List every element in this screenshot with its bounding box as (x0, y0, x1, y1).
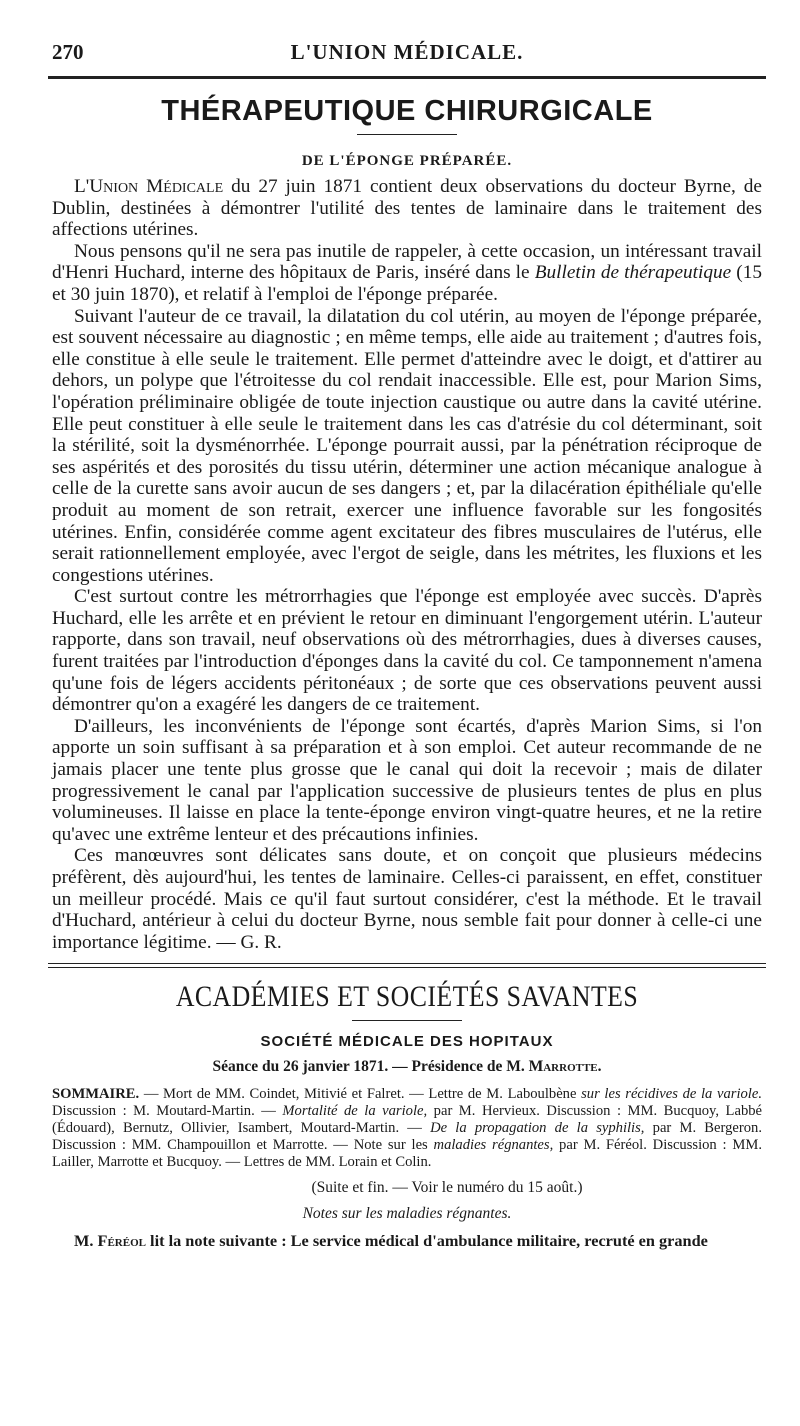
session-end: . (597, 1058, 602, 1076)
paragraph-4: C'est surtout contre les métrorrhagies que l'éponge est employée avec succès. D'après Huchard, elle les arrête et en prévient le retour en diminuant l'engorgement utérin. L'auteur rapporte, dans son travail, neuf observations où des métrorrhagies, dues à diverses causes, furent traitées par l'introduction d'éponges dans la cavité du col. Ce tamponnement n'amena qu'une fois de légers accidents péritonéaux ; de sorte que ces observations peuvent aussi démontrer qu'on a exagéré les dangers de ce traitement. (52, 586, 762, 716)
summary-text-4: par M. Bergeron. Discussion : MM. Champouillon et Marrotte. — Note sur les (52, 1120, 762, 1154)
title-rule (357, 134, 457, 135)
article-body (52, 176, 762, 953)
academies-title: ACADÉMIES ET SOCIÉTÉS SAVANTES (175, 980, 639, 1014)
notes-title: Notes sur les maladies régnantes. (302, 1205, 512, 1223)
summary-text-3: par M. Hervieux. Discussion : MM. Bucquoy, Labbé (Édouard), Bernutz, Ollivier, Isambert, Moutard-Martin. — (52, 1103, 763, 1137)
academies-rule (352, 1020, 462, 1021)
article-subtitle: DE L'ÉPONGE PRÉPARÉE. (301, 153, 513, 169)
summary-italic-4: maladies régnantes, (433, 1137, 554, 1154)
paragraph-1-text: du 27 juin 1871 contient deux observations du docteur Byrne, de Dublin, destinées à démontrer l'utilité des tentes de laminaire dans le traitement des affections utérines. (52, 176, 762, 241)
summary-italic-2: Mortalité de la variole, (282, 1103, 428, 1120)
continued-note: (Suite et fin. — Voir le numéro du 15 août.) (311, 1179, 583, 1197)
paragraph-2-text-a: Nous pensons qu'il ne sera pas inutile de rappeler, à cette occasion, un intéressant travail d'Henri Huchard, interne des hôpitaux de Paris, inséré dans le (52, 240, 762, 284)
page-number: 270 (52, 40, 84, 64)
session-president: Marrotte (528, 1058, 598, 1076)
header-rule (48, 76, 766, 79)
summary-text-1: — Mort de MM. Coindet, Mitivié et Falret. — Lettre de M. Laboulbène (139, 1086, 582, 1103)
summary-text-2: Discussion : M. Moutard-Martin. — (52, 1103, 283, 1120)
bulletin-title: Bulletin de thérapeutique (534, 262, 732, 284)
section-title: THÉRAPEUTIQUE CHIRURGICALE (161, 95, 653, 127)
paragraph-6: Ces manœuvres sont délicates sans doute, et on conçoit que plusieurs médecins préfèrent, dès aujourd'hui, les tentes de laminaire. Celles-ci paraissent, en effet, constituer un meilleur procédé. Mais ce qu'il faut surtout considérer, c'est la méthode. Et le travail d'Huchard, antérieur à celui du docteur Byrne, nous semble fait pour donner à celle-ci une importance légitime. — G. R. (52, 845, 762, 953)
section-divider (48, 963, 766, 968)
closing-text: lit la note suivante : Le service médical d'ambulance militaire, recruté en grande (145, 1231, 708, 1251)
paragraph-5: D'ailleurs, les inconvénients de l'éponge sont écartés, d'après Marion Sims, si l'on apporte un soin suffisant à sa préparation et à son emploi. Cet auteur recommande de ne jamais placer une tente plus grosse que le canal qui doit la recevoir ; mais de dilater progressivement le canal par l'application successive de plusieurs tentes de plus en plus volumineuses. Il laisse en place la tente-éponge environ vingt-quatre heures, et ne la retire qu'avec une extrême lenteur et des précautions infinies. (52, 715, 762, 845)
summary-italic-3: De la propagation de la syphilis, (430, 1120, 645, 1137)
paragraph-2 (52, 241, 762, 306)
speaker-name: M. Féréol (74, 1231, 146, 1251)
society-name: SOCIÉTÉ MÉDICALE DES HOPITAUX (260, 1033, 554, 1051)
journal-title: L'UNION MÉDICALE. (290, 40, 524, 64)
session-line (52, 1058, 762, 1076)
running-head (52, 40, 762, 76)
summary-label: SOMMAIRE. (52, 1086, 140, 1103)
summary-italic-1: sur les récidives de la variole. (581, 1086, 762, 1103)
journal-reference: L'Union Médicale (74, 176, 224, 197)
summary-text-5: par M. Féréol. Discussion : MM. Lailler, Marrotte et Bucquoy. — Lettres de MM. Lorain et Colin. (52, 1137, 762, 1171)
closing-line (52, 1231, 762, 1251)
paragraph-1 (52, 176, 762, 241)
summary (52, 1086, 762, 1171)
paragraph-2-text-b: (15 et 30 juin 1870), et relatif à l'emploi de l'éponge préparée. (52, 262, 762, 305)
session-date: Séance du 26 janvier 1871. — Présidence de M. (212, 1058, 529, 1076)
paragraph-3: Suivant l'auteur de ce travail, la dilatation du col utérin, au moyen de l'éponge préparée, est souvent nécessaire au diagnostic ; en même temps, elle aide au traitement ; d'autres fois, elle constitue à elle seule le traitement. Elle permet d'atteindre avec le doigt, et d'attirer au dehors, un polype que l'étroitesse du col rendait inaccessible. Elle est, pour Marion Sims, l'opération préliminaire obligée de toute injection caustique ou autre dans la cavité utérine. Elle peut constituer à elle seule le traitement dans les cas d'atrésie du col déterminant, soit la stérilité, soit la dysménorrhée. L'éponge pourrait aussi, par la pénétration réciproque de ses aspérités et des porosités du tissu utérin, déterminer une action mécanique analogue à celle de la curette sans avoir aucun de ses dangers ; et, par la dilacération épithéliale qu'elle produit au moment de son retrait, exercer une influence favorable sur les fongosités utérines. Enfin, considérée comme agent excitateur des fibres musculaires de l'utérus, elle serait rationnellement employée, avec l'ergot de seigle, dans les métrites, les fluxions et les congestions utérines. (52, 305, 762, 586)
